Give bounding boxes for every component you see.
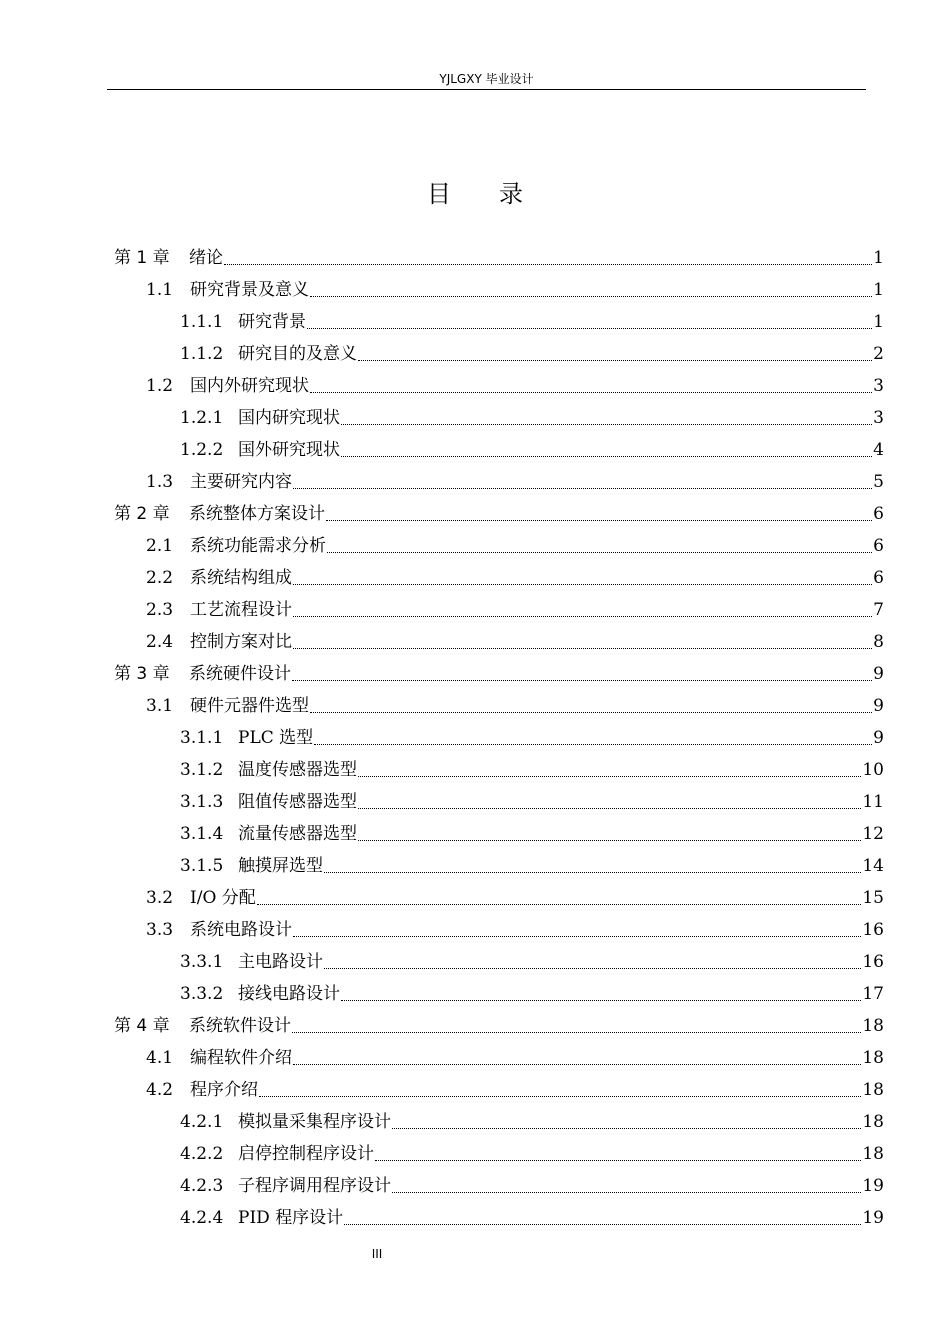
toc-entry-page: 6 xyxy=(873,536,884,556)
toc-dot-leader xyxy=(323,850,862,882)
toc-entry-number: 1.1.1 xyxy=(180,312,224,332)
toc-dot-leader xyxy=(256,882,863,914)
toc-dot-leader xyxy=(313,722,873,754)
toc-entry-number: 第 3 章 xyxy=(114,664,170,684)
toc-entry-number: 3.3.1 xyxy=(180,952,224,972)
toc-entry[interactable] xyxy=(146,1042,884,1074)
toc-entry-number: 第 2 章 xyxy=(114,504,170,524)
toc-entry[interactable] xyxy=(180,722,884,754)
toc-entry-number: 3.1.5 xyxy=(180,856,224,876)
toc-entry-number: 1.1 xyxy=(146,280,174,300)
toc-entry-number: 3.1 xyxy=(146,696,174,716)
toc-entry[interactable] xyxy=(146,562,884,594)
toc-dot-leader xyxy=(343,1202,862,1234)
toc-entry-number: 4.2 xyxy=(146,1080,174,1100)
toc-entry-number: 2.1 xyxy=(146,536,174,556)
toc-entry-page: 11 xyxy=(862,792,884,812)
toc-entry-title: 国内研究现状 xyxy=(238,408,340,428)
toc-entry-title: 系统功能需求分析 xyxy=(190,536,326,556)
toc-entry-page: 9 xyxy=(873,664,884,684)
toc-entry-page: 15 xyxy=(862,888,884,908)
toc-dot-leader xyxy=(325,498,873,530)
toc-entry-number: 3.3.2 xyxy=(180,984,224,1004)
toc-entry-number: 2.3 xyxy=(146,600,174,620)
toc-entry-title: 系统软件设计 xyxy=(189,1016,291,1036)
toc-entry-title: 主要研究内容 xyxy=(190,472,292,492)
toc-entry[interactable] xyxy=(180,818,884,850)
toc-entry-page: 19 xyxy=(862,1176,884,1196)
toc-dot-leader xyxy=(309,690,873,722)
toc-entry[interactable] xyxy=(146,466,884,498)
toc-entry-title: 系统硬件设计 xyxy=(189,664,291,684)
toc-entry-page: 2 xyxy=(873,344,884,364)
toc-dot-leader xyxy=(292,466,873,498)
toc-dot-leader xyxy=(292,562,873,594)
toc-dot-leader xyxy=(357,786,862,818)
toc-dot-leader xyxy=(340,402,873,434)
toc-entry[interactable] xyxy=(146,690,884,722)
toc-entry-number: 4.2.2 xyxy=(180,1144,224,1164)
toc-entry-page: 1 xyxy=(873,280,884,300)
toc-entry-number: 1.1.2 xyxy=(180,344,224,364)
toc-entry-page: 16 xyxy=(862,920,884,940)
toc-dot-leader xyxy=(292,626,873,658)
toc-entry-title: 启停控制程序设计 xyxy=(238,1144,374,1164)
toc-entry-title: 硬件元器件选型 xyxy=(190,696,309,716)
toc-entry[interactable] xyxy=(146,530,884,562)
toc-dot-leader xyxy=(323,946,862,978)
toc-dot-leader xyxy=(309,370,873,402)
toc-entry-number: 3.2 xyxy=(146,888,174,908)
toc-entry-number: 4.1 xyxy=(146,1048,174,1068)
toc-entry-title: 模拟量采集程序设计 xyxy=(238,1112,391,1132)
toc-entry-page: 9 xyxy=(873,696,884,716)
toc-entry[interactable] xyxy=(146,594,884,626)
toc-entry-number: 第 1 章 xyxy=(114,248,170,268)
header-rule xyxy=(107,89,866,90)
toc-entry[interactable] xyxy=(180,306,884,338)
toc-entry-title: 流量传感器选型 xyxy=(238,824,357,844)
toc-entry-title: PLC 选型 xyxy=(238,728,314,748)
toc-entry-number: 2.2 xyxy=(146,568,174,588)
toc-entry-page: 6 xyxy=(873,568,884,588)
toc-entry-number: 1.2.1 xyxy=(180,408,224,428)
toc-entry-number: 3.1.2 xyxy=(180,760,224,780)
toc-entry-page: 18 xyxy=(862,1080,884,1100)
toc-entry-title: 系统电路设计 xyxy=(190,920,292,940)
page-number: III xyxy=(371,1247,383,1261)
toc-entry-number: 3.1.3 xyxy=(180,792,224,812)
toc-entry[interactable] xyxy=(180,1170,884,1202)
toc-entry[interactable] xyxy=(114,1010,884,1042)
toc-entry-title: 触摸屏选型 xyxy=(238,856,323,876)
toc-entry-title: PID 程序设计 xyxy=(238,1208,344,1228)
toc-entry-title: 编程软件介绍 xyxy=(190,1048,292,1068)
toc-entry-title: 研究背景 xyxy=(238,312,306,332)
toc-entry[interactable] xyxy=(146,626,884,658)
toc-entry[interactable] xyxy=(180,786,884,818)
toc-entry-title: 子程序调用程序设计 xyxy=(238,1176,391,1196)
toc-entry[interactable] xyxy=(180,850,884,882)
toc-dot-leader xyxy=(292,1042,862,1074)
toc-dot-leader xyxy=(357,818,862,850)
toc-entry[interactable] xyxy=(114,242,884,274)
toc-dot-leader xyxy=(374,1138,862,1170)
toc-dot-leader xyxy=(291,1010,862,1042)
toc-entry[interactable] xyxy=(180,402,884,434)
toc-entry[interactable] xyxy=(114,658,884,690)
toc-dot-leader xyxy=(292,914,862,946)
toc-entry-page: 5 xyxy=(873,472,884,492)
toc-entry[interactable] xyxy=(180,338,884,370)
toc-entry-title: 控制方案对比 xyxy=(190,632,292,652)
toc-entry-title: 研究背景及意义 xyxy=(190,280,309,300)
toc-entry[interactable] xyxy=(180,434,884,466)
toc-entry-number: 4.2.4 xyxy=(180,1208,224,1228)
toc-entry[interactable] xyxy=(180,946,884,978)
toc-entry-page: 7 xyxy=(873,600,884,620)
toc-entry-number: 3.3 xyxy=(146,920,174,940)
toc-entry-number: 第 4 章 xyxy=(114,1016,170,1036)
toc-entry-title: 绪论 xyxy=(189,248,223,268)
toc-entry-page: 10 xyxy=(862,760,884,780)
toc-entry-page: 18 xyxy=(862,1112,884,1132)
toc-entry[interactable] xyxy=(180,754,884,786)
page-header: YJLGXY 毕业设计 xyxy=(439,72,534,86)
toc-entry-number: 3.1.4 xyxy=(180,824,224,844)
toc-entry-title: 程序介绍 xyxy=(190,1080,258,1100)
toc-entry-title: 国外研究现状 xyxy=(238,440,340,460)
toc-dot-leader xyxy=(357,338,873,370)
toc-dot-leader xyxy=(340,978,862,1010)
toc-entry-title: 系统整体方案设计 xyxy=(189,504,325,524)
toc-entry[interactable] xyxy=(146,370,884,402)
toc-entry-page: 12 xyxy=(862,824,884,844)
toc-entry-page: 4 xyxy=(873,440,884,460)
toc-dot-leader xyxy=(391,1170,862,1202)
toc-entry-number: 1.3 xyxy=(146,472,174,492)
toc-entry-page: 16 xyxy=(862,952,884,972)
toc-entry[interactable] xyxy=(146,274,884,306)
toc-title: 目录 xyxy=(427,180,571,208)
toc-dot-leader xyxy=(309,274,873,306)
toc-entry[interactable] xyxy=(180,1138,884,1170)
toc-entry[interactable] xyxy=(146,914,884,946)
toc-entry-number: 3.1.1 xyxy=(180,728,224,748)
toc-entry-page: 18 xyxy=(862,1048,884,1068)
toc-dot-leader xyxy=(223,242,873,274)
toc-entry-title: 阻值传感器选型 xyxy=(238,792,357,812)
toc-entry-number: 4.2.1 xyxy=(180,1112,224,1132)
toc-entry-number: 2.4 xyxy=(146,632,174,652)
toc-entry-title: 国内外研究现状 xyxy=(190,376,309,396)
toc-entry-page: 8 xyxy=(873,632,884,652)
toc-entry[interactable] xyxy=(114,498,884,530)
toc-entry[interactable] xyxy=(180,978,884,1010)
toc-entry-page: 1 xyxy=(873,248,884,268)
toc-entry[interactable] xyxy=(146,1074,884,1106)
toc-entry-number: 1.2.2 xyxy=(180,440,224,460)
toc-entry-title: 系统结构组成 xyxy=(190,568,292,588)
toc-entry-page: 14 xyxy=(862,856,884,876)
toc-entry-title: I/O 分配 xyxy=(190,888,256,908)
toc-entry-page: 3 xyxy=(873,376,884,396)
toc-dot-leader xyxy=(291,658,873,690)
toc-entry[interactable] xyxy=(146,882,884,914)
toc-dot-leader xyxy=(326,530,873,562)
toc-entry-page: 18 xyxy=(862,1144,884,1164)
toc-entry-page: 9 xyxy=(873,728,884,748)
toc-dot-leader xyxy=(306,306,873,338)
toc-entry-number: 1.2 xyxy=(146,376,174,396)
toc-dot-leader xyxy=(292,594,873,626)
toc-entry-title: 接线电路设计 xyxy=(238,984,340,1004)
toc-entry-page: 17 xyxy=(862,984,884,1004)
toc-entry-title: 研究目的及意义 xyxy=(238,344,357,364)
toc-entry-title: 温度传感器选型 xyxy=(238,760,357,780)
toc-entry-page: 6 xyxy=(873,504,884,524)
toc-entry-page: 3 xyxy=(873,408,884,428)
toc-entry-title: 工艺流程设计 xyxy=(190,600,292,620)
toc-dot-leader xyxy=(258,1074,862,1106)
toc-dot-leader xyxy=(357,754,862,786)
toc-entry[interactable] xyxy=(180,1106,884,1138)
toc-entry[interactable] xyxy=(180,1202,884,1234)
toc-entry-title: 主电路设计 xyxy=(238,952,323,972)
toc-entry-page: 18 xyxy=(862,1016,884,1036)
toc-entry-page: 1 xyxy=(873,312,884,332)
toc-entry-number: 4.2.3 xyxy=(180,1176,224,1196)
toc-entry-page: 19 xyxy=(862,1208,884,1228)
toc-dot-leader xyxy=(391,1106,862,1138)
toc-dot-leader xyxy=(340,434,873,466)
